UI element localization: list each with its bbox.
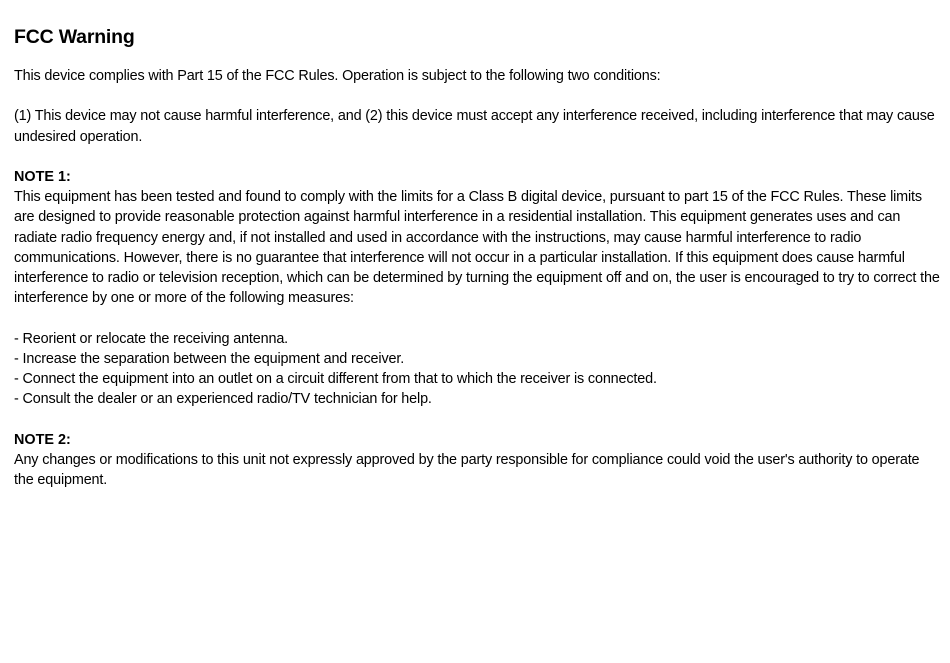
note-2-heading: NOTE 2: — [14, 431, 71, 448]
measure-item-reorient: - Reorient or relocate the receiving antenna. — [14, 330, 289, 347]
measure-item-different-outlet: - Connect the equipment into an outlet on a circuit different from that to which the receiver is connected. — [14, 371, 657, 387]
note-2-section — [14, 430, 940, 491]
note-1-body: This equipment has been tested and found to comply with the limits for a Class B digital device, pursuant to part 15 of the FCC Rules. These limits are designed to provide reasonable protection against harmful interference in a residential installation. This equipment generates uses and can radiate radio frequency energy and, if not installed and used in accordance with the instructions, may cause harmful interference to radio communications. However, there is no guarantee that interference will not occur in a particular installation. If this equipment does cause harmful interference to radio or television reception, which can be determined by turning the equipment off and on, the user is encouraged to try to correct the interference by one or more of the following measures: — [14, 189, 940, 307]
note-1-heading: NOTE 1: — [14, 168, 71, 185]
document-title: FCC Warning — [14, 26, 135, 48]
note-1-section — [14, 167, 940, 308]
measure-item-consult-dealer: - Consult the dealer or an experienced radio/TV technician for help. — [14, 391, 432, 408]
measures-list — [14, 329, 940, 410]
intro-paragraph: This device complies with Part 15 of the FCC Rules. Operation is subject to the following two conditions: — [14, 68, 661, 84]
note-2-body: Any changes or modifications to this unit not expressly approved by the party responsible for compliance could void the user's authority to operate the equipment. — [14, 451, 920, 488]
conditions-paragraph: (1) This device may not cause harmful interference, and (2) this device must accept any interference received, including interference that may cause undesired operation. — [14, 108, 935, 145]
fcc-warning-document — [14, 25, 940, 510]
measure-item-increase-separation: - Increase the separation between the equipment and receiver. — [14, 350, 405, 367]
